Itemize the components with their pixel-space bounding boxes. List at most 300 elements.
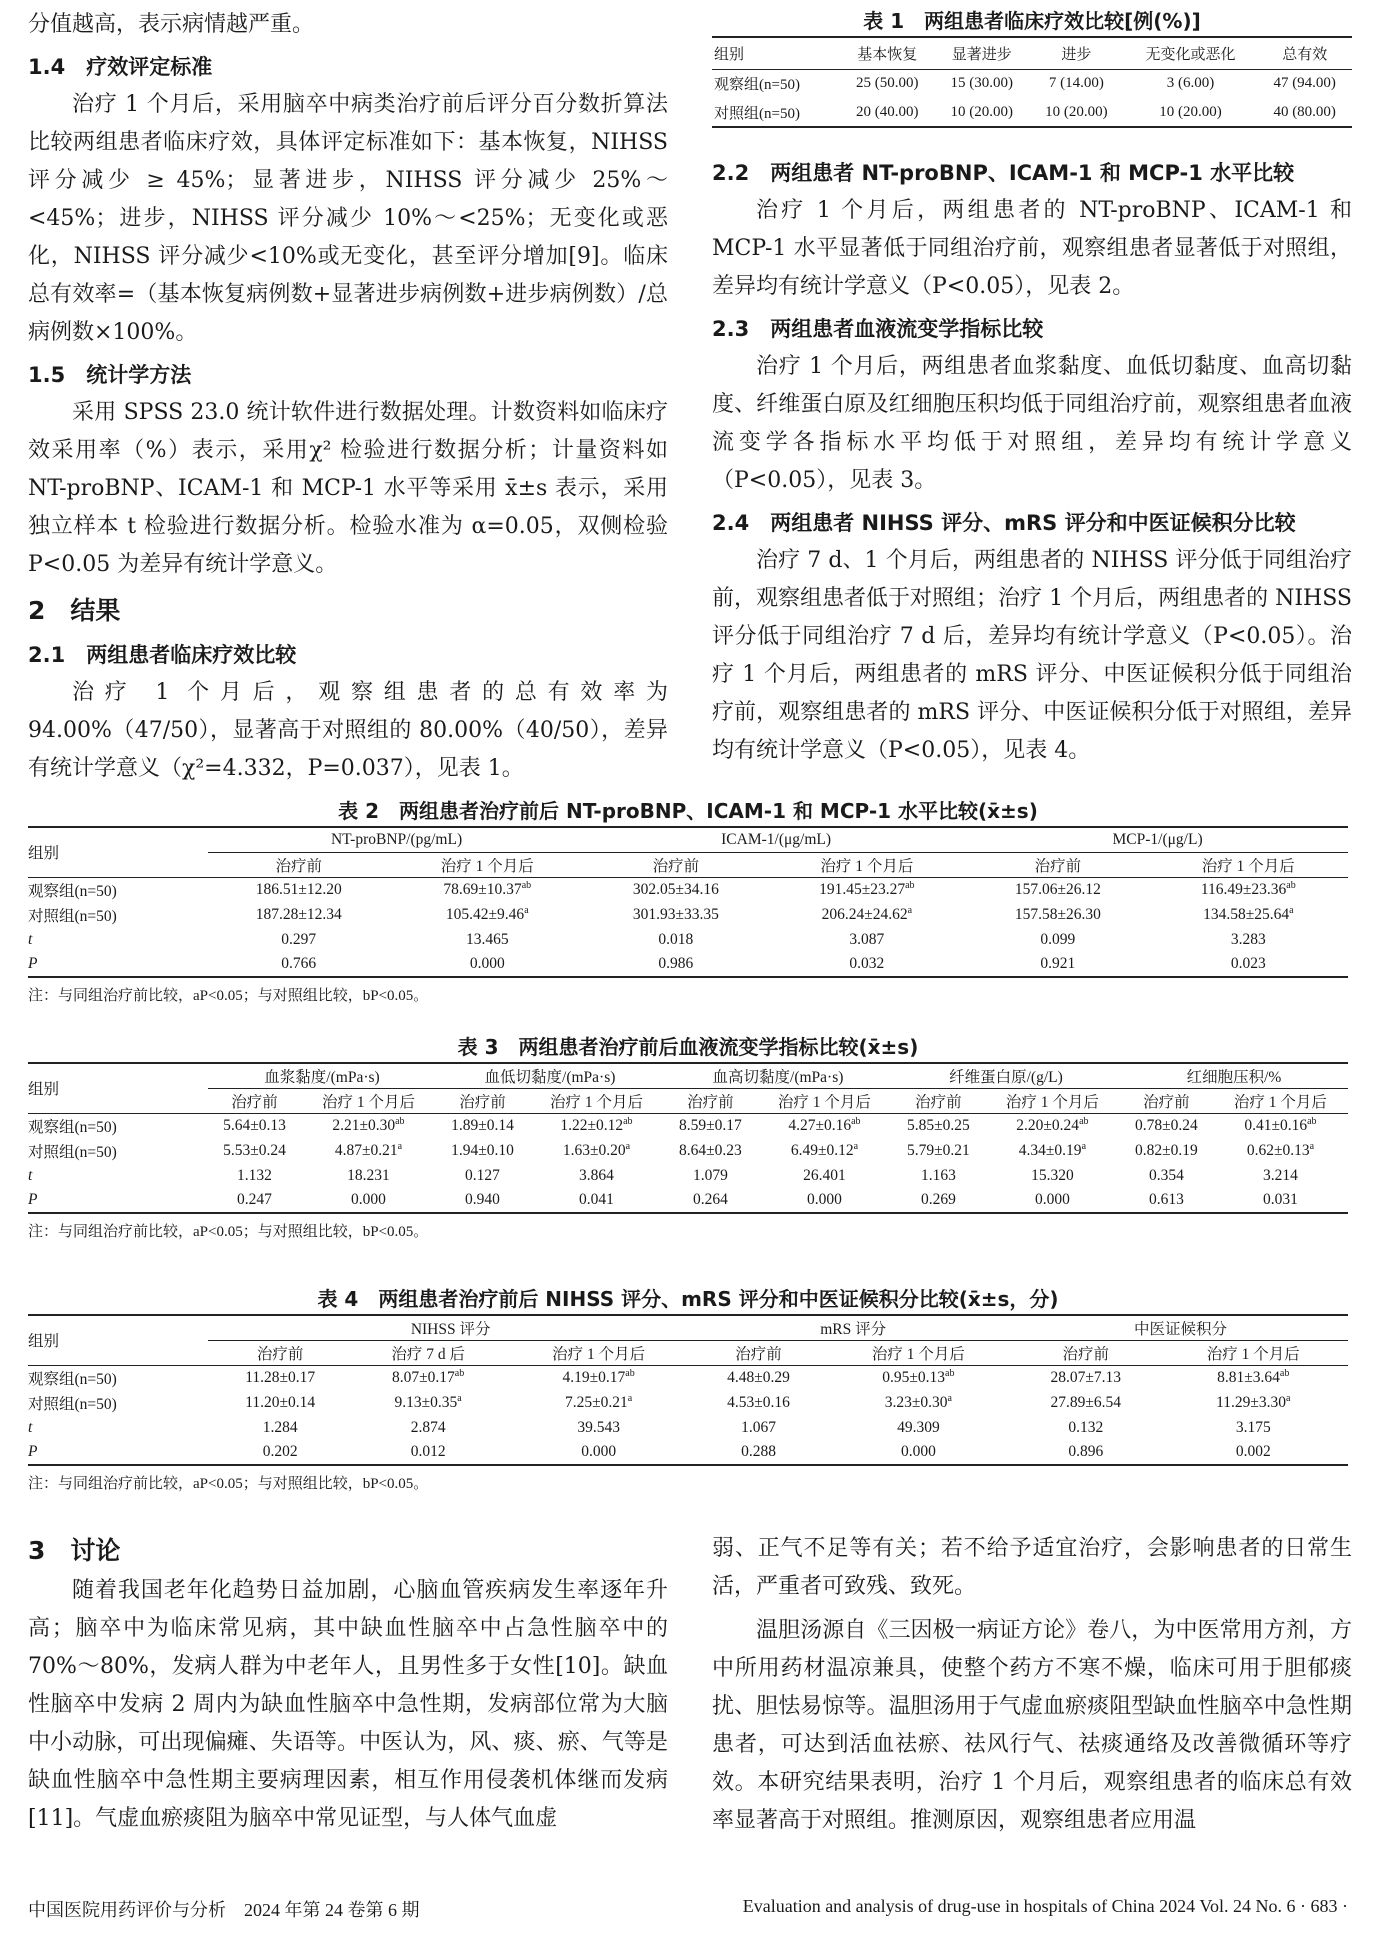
table-header-cell: 无变化或恶化 [1145,46,1236,63]
cell-value: 8.64±0.23 [679,1141,742,1159]
table-cell: 对照组(n=50) [714,105,800,122]
table-cell [436,1163,529,1188]
table-cell [1149,902,1348,927]
table-cell [208,1188,301,1213]
cell-value: 157.58±26.30 [1014,905,1101,923]
cell-value: 11.28±0.17 [245,1368,316,1386]
table-header-cell: 组别 [714,46,745,63]
discussion-paragraph: 随着我国老年化趋势日益加剧，心脑血管疾病发生率逐年升高；脑卒中为临床常见病，其中缺血性脑卒中占急性脑卒中的 70%～80%，发病人群为中老年人，且男性多于女性[10]。缺血性脑卒中发病 2 周内为缺血性脑卒中急性期，发病部位常为大脑中小动脉，可出现偏瘫、失语等。中医认为，风、痰、瘀、气等是缺血性脑卒中急性期主要病理因素，相互作用侵袭机体继而发病[11]。气虚血瘀痰阻为脑卒中常见证型，与人体气血虚 [28,1578,668,1831]
table-cell [985,1113,1120,1138]
row-label: t [28,930,33,948]
significance-mark: a [627,1392,633,1404]
table-row [28,927,1348,952]
cell-value: 4.27±0.16 [788,1117,852,1135]
right-column [712,6,1352,770]
cell-value: 13.465 [465,930,509,948]
table-cell [757,1113,892,1138]
table-cell [824,1415,1013,1440]
table-cell: 47 (94.00) [1273,75,1336,92]
table-group-header: 血低切黏度/(mPa·s) [436,1063,664,1088]
table-cell [985,1138,1120,1163]
table-cell [352,1415,504,1440]
table-cell [1213,1113,1348,1138]
table-row [28,877,1348,902]
table-subheader-cell: 治疗 7 d 后 [391,1345,465,1363]
table-cell [824,1440,1013,1465]
cell-value: 0.247 [237,1191,272,1208]
cell-value: 8.81±3.64 [1217,1369,1280,1387]
table-cell [585,952,766,977]
cell-value: 0.002 [1235,1443,1271,1460]
table-subheader-row [28,1340,1348,1365]
table-group-header: 纤维蛋白原/(g/L) [892,1063,1120,1088]
cell-value: 26.401 [803,1166,846,1184]
cell-value: 0.82±0.19 [1135,1141,1198,1159]
table-4-caption: 表 4 两组患者治疗前后 NIHSS 评分、mRS 评分和中医证候积分比较(x̄±s，分) [317,1287,1059,1311]
significance-mark: a [625,1140,631,1152]
table-group-header: MCP-1/(μg/L) [967,827,1348,852]
table-cell [1013,1415,1158,1440]
table-row [712,98,1352,127]
cell-value: 3.214 [1263,1166,1298,1184]
cell-value: 11.29±3.30 [1216,1394,1287,1412]
table-header-cell: 进步 [1061,46,1092,63]
table-header-row [28,1063,1348,1088]
cell-value: 186.51±12.20 [255,880,342,898]
significance-mark: a [1289,904,1294,916]
table-cell [208,1365,352,1390]
table-header-cell: 组别 [28,1315,208,1365]
table-2-note: 注：与同组治疗前比较，aP<0.05；与对照组比较，bP<0.05。 [28,988,429,1004]
discussion-paragraph-cont: 弱、正气不足等有关；若不给予适宜治疗，会影响患者的日常生活，严重者可致残、致死。 [712,1536,1352,1599]
table-row [28,1188,1348,1213]
table-row [28,902,1348,927]
table-cell: 3 (6.00) [1166,75,1215,92]
table-cell [389,952,585,977]
table-cell [1149,927,1348,952]
table-header-cell: 显著进步 [951,46,1012,63]
table-group-header: 中医证候积分 [1013,1315,1348,1340]
table-cell [301,1113,436,1138]
cell-value: 9.13±0.35 [394,1394,458,1412]
discussion-right [712,1530,1352,1840]
table-cell [892,1138,985,1163]
cell-value: 0.031 [1263,1191,1298,1208]
paragraph-2-3: 治疗 1 个月后，两组患者血浆黏度、血低切黏度、血高切黏度、纤维蛋白原及红细胞压积均低于同组治疗前，观察组患者血液流变学各指标水平均低于对照组，差异均有统计学意义（P<0.05），见表 3。 [712,354,1352,493]
table-header-cell: 总有效 [1282,46,1328,63]
table-cell [824,1365,1013,1390]
section-heading-2-4: 2.4 两组患者 NIHSS 评分、mRS 评分和中医证候积分比较 [712,511,1296,535]
paragraph-2-4: 治疗 7 d、1 个月后，两组患者的 NIHSS 评分低于同组治疗前，观察组患者低于对照组；治疗 1 个月后，两组患者的 NIHSS 评分低于同组治疗 7 d 后，差异均有统计学意义（P<0.05）。治疗 1 个月后，两组患者的 mRS 评分、中医证候积分低于同组治疗前，观察组患者的 mRS 评分、中医证候积分低于对照组，差异均有统计学意义（P<0.05），见表 4。 [712,548,1352,763]
table-cell [529,1188,664,1213]
cell-value: 0.896 [1068,1443,1104,1460]
row-label: t [28,1166,33,1184]
cell-value: 2.20±0.24 [1016,1117,1080,1135]
cell-value: 206.24±24.62 [821,906,908,924]
cell-value: 15.320 [1031,1166,1074,1184]
table-cell [436,1138,529,1163]
table-cell [1013,1390,1158,1415]
section-heading-1-4: 1.4 疗效评定标准 [28,55,213,79]
table-cell [504,1415,693,1440]
table-subheader-cell: 治疗前 [652,857,700,875]
cell-value: 0.78±0.24 [1135,1116,1198,1134]
table-subheader-cell: 治疗 1 个月后 [820,857,914,875]
paragraph-2-1: 治疗 1 个月后，观察组患者的总有效率为 94.00%（47/50），显著高于对照组的 80.00%（40/50），差异有统计学意义（χ²=4.332，P=0.037），见表 1。 [28,680,668,781]
section-heading-2-3: 2.3 两组患者血液流变学指标比较 [712,317,1044,341]
row-label: 观察组(n=50) [28,882,117,900]
cell-value: 0.023 [1230,955,1266,972]
cell-value: 4.19±0.17 [562,1369,626,1387]
row-label: 对照组(n=50) [28,1395,117,1413]
cell-value: 5.53±0.24 [223,1141,286,1159]
table-cell [967,877,1148,902]
cell-value: 157.06±26.12 [1014,880,1101,898]
table-cell [208,1415,352,1440]
table-cell [693,1365,823,1390]
table-subheader-cell: 治疗前 [1062,1345,1110,1363]
significance-mark: ab [521,880,532,892]
cell-value: 0.269 [920,1191,956,1208]
table-cell [585,927,766,952]
table-subheader-cell: 治疗 1 个月后 [1206,1345,1300,1363]
table-group-header: NT-proBNP/(pg/mL) [208,827,585,852]
cell-value: 1.22±0.12 [560,1117,624,1135]
cell-value: 0.297 [281,930,317,948]
cell-value: 0.000 [806,1191,842,1208]
cell-value: 18.231 [347,1166,390,1184]
significance-mark: ab [1279,1368,1290,1380]
discussion-left [28,1524,668,1838]
table-subheader-row [28,1088,1348,1113]
cell-value: 1.284 [262,1418,298,1436]
table-cell [504,1390,693,1415]
cell-value: 0.000 [581,1443,617,1460]
table-row [28,1415,1348,1440]
table-4 [28,1314,1348,1466]
cell-value: 8.07±0.17 [392,1369,455,1387]
cell-value: 49.309 [897,1418,940,1436]
cell-value: 0.000 [469,955,505,972]
row-label: 观察组(n=50) [28,1118,117,1136]
table-cell [892,1163,985,1188]
table-cell [529,1113,664,1138]
cell-value: 8.59±0.17 [679,1116,742,1134]
section-heading-2: 2 结果 [28,596,121,625]
cell-value: 3.23±0.30 [884,1394,948,1412]
table-cell [208,1138,301,1163]
cell-value: 0.41±0.16 [1244,1117,1308,1135]
cell-value: 2.874 [410,1418,446,1436]
cell-value: 1.163 [920,1166,956,1184]
cell-value: 0.986 [658,955,694,972]
cell-value: 0.921 [1040,955,1076,972]
table-subheader-cell: 治疗前 [1034,857,1082,875]
table-cell [892,1113,985,1138]
table-header-cell: 组别 [28,827,208,877]
cell-value: 187.28±12.34 [255,905,342,923]
table-4-note: 注：与同组治疗前比较，aP<0.05；与对照组比较，bP<0.05。 [28,1476,429,1492]
table-cell [436,1113,529,1138]
section-heading-1-5: 1.5 统计学方法 [28,363,192,387]
table-cell [1159,1365,1348,1390]
significance-mark: a [1286,1392,1291,1404]
table-cell: 10 (20.00) [1159,103,1222,120]
table-row [28,1138,1348,1163]
table-row [28,1440,1348,1465]
table-cell [892,1188,985,1213]
cell-value: 5.79±0.21 [907,1141,970,1159]
significance-mark: a [1081,1140,1087,1152]
table-header-cell: 基本恢复 [857,46,918,63]
row-label: t [28,1418,33,1436]
journal-name-en: Evaluation and analysis of drug-use in hospitals of China 2024 Vol. 24 No. 6 · 683 · [742,1896,1348,1916]
cell-value: 7.25±0.21 [565,1394,628,1412]
cell-value: 1.94±0.10 [451,1141,514,1159]
significance-mark: a [1309,1140,1315,1152]
cell-value: 1.63±0.20 [562,1142,626,1160]
significance-mark: ab [454,1368,465,1380]
table-cell: 10 (20.00) [950,103,1014,120]
cell-value: 0.000 [900,1443,936,1460]
table-cell [693,1440,823,1465]
cell-value: 0.613 [1148,1191,1184,1208]
table-cell [1120,1188,1213,1213]
table-cell [504,1365,693,1390]
table-header-cell: 组别 [28,1063,208,1113]
table-subheader-cell: 治疗 1 个月后 [1233,1093,1327,1111]
significance-mark: a [397,1140,403,1152]
cell-value: 301.93±33.35 [632,905,719,923]
table-cell [1213,1163,1348,1188]
table-subheader-cell: 治疗 1 个月后 [321,1093,415,1111]
table-cell [767,902,968,927]
cell-value: 0.000 [1034,1191,1070,1208]
table-subheader-cell: 治疗前 [915,1093,962,1111]
cell-value: 0.264 [693,1191,728,1208]
table-cell [664,1138,757,1163]
table-cell [352,1440,504,1465]
cell-value: 1.067 [741,1418,776,1436]
cell-value: 0.127 [465,1166,500,1184]
table-cell [1149,877,1348,902]
table-group-header: 红细胞压积/% [1120,1063,1348,1088]
table-subheader-cell: 治疗 1 个月后 [549,1093,643,1111]
table-header-row [28,1315,1348,1340]
cell-value: 116.49±23.36 [1200,881,1287,899]
row-label: 对照组(n=50) [28,1143,117,1161]
cell-value: 4.48±0.29 [727,1368,790,1386]
cell-value: 0.000 [351,1191,386,1208]
table-cell [301,1138,436,1163]
significance-mark: a [907,904,913,916]
table-cell [208,877,389,902]
section-heading-2-2: 2.2 两组患者 NT-proBNP、ICAM-1 和 MCP-1 水平比较 [712,161,1295,185]
table-cell [1149,952,1348,977]
table-cell [757,1188,892,1213]
table-cell [693,1390,823,1415]
row-label: P [28,955,38,972]
row-label: P [28,1191,38,1208]
table-subheader-cell: 治疗 1 个月后 [552,1345,646,1363]
table-row [28,1163,1348,1188]
table-cell [1159,1390,1348,1415]
table-cell [664,1163,757,1188]
discussion-paragraph-2: 温胆汤源自《三因极一病证方论》卷八，为中医常用方剂，方中所用药材温凉兼具，使整个药方不寒不燥，临床可用于胆郁痰扰、胆怯易惊等。温胆汤用于气虚血瘀痰阻型缺血性脑卒中急性期患者，可达到活血祛瘀、祛风行气、祛痰通络及改善微循环等疗效。本研究结果表明，治疗 1 个月后，观察组患者的临床总有效率显著高于对照组。推测原因，观察组患者应用温 [712,1618,1352,1833]
significance-mark: ab [1307,1116,1317,1128]
table-cell [1120,1163,1213,1188]
cell-value: 0.012 [410,1443,446,1460]
table-cell [529,1163,664,1188]
cell-value: 5.85±0.25 [907,1116,970,1134]
table-cell [1159,1415,1348,1440]
table-header-row [712,37,1352,69]
journal-name-cn: 中国医院用药评价与分析 2024 年第 24 卷第 6 期 [28,1900,420,1920]
significance-mark: ab [625,1368,635,1380]
table-cell [967,952,1148,977]
table-subheader-cell: 治疗 1 个月后 [777,1093,871,1111]
table-1 [712,36,1352,128]
significance-mark: ab [851,1116,861,1128]
table-cell [352,1390,504,1415]
section-heading-2-1: 2.1 两组患者临床疗效比较 [28,643,297,667]
cell-value: 302.05±34.16 [632,880,719,898]
table-cell: 15 (30.00) [950,75,1014,92]
table-cell: 7 (14.00) [1048,75,1104,92]
table-cell [824,1390,1013,1415]
significance-mark: a [947,1392,952,1404]
table-group-header: NIHSS 评分 [208,1315,693,1340]
table-cell: 20 (40.00) [855,103,919,120]
cell-value: 4.53±0.16 [727,1393,790,1411]
table-cell [664,1113,757,1138]
table-cell [504,1440,693,1465]
paragraph: 分值越高，表示病情越严重。 [28,12,315,37]
table-cell [985,1188,1120,1213]
table-cell [967,902,1148,927]
table-cell [1013,1440,1158,1465]
table-4-block [28,1284,1348,1493]
table-cell [436,1188,529,1213]
cell-value: 3.087 [849,930,885,948]
cell-value: 3.283 [1230,930,1266,948]
table-cell [301,1188,436,1213]
cell-value: 1.079 [693,1166,728,1184]
cell-value: 6.49±0.12 [790,1142,854,1160]
table-subheader-cell: 治疗前 [1143,1093,1190,1111]
table-subheader-cell: 治疗前 [687,1093,734,1111]
table-2 [28,826,1348,978]
cell-value: 0.018 [658,930,694,948]
cell-value: 0.099 [1040,930,1076,948]
table-row [712,69,1352,98]
table-cell [1120,1113,1213,1138]
table-row [28,1113,1348,1138]
table-cell [208,1440,352,1465]
cell-value: 1.132 [237,1166,272,1184]
table-3-note: 注：与同组治疗前比较，aP<0.05；与对照组比较，bP<0.05。 [28,1224,429,1240]
cell-value: 0.032 [849,955,885,972]
table-cell [1013,1365,1158,1390]
table-cell: 10 (20.00) [1045,103,1108,120]
table-cell [757,1163,892,1188]
table-1-caption: 表 1 两组患者临床疗效比较[例(%)] [863,9,1201,33]
cell-value: 11.20±0.14 [245,1393,316,1411]
table-cell [208,1163,301,1188]
significance-mark: a [853,1140,859,1152]
table-cell [352,1365,504,1390]
cell-value: 78.69±10.37 [443,881,522,899]
cell-value: 0.766 [281,955,317,972]
cell-value: 0.288 [741,1443,776,1460]
table-cell [208,927,389,952]
cell-value: 0.132 [1068,1418,1104,1436]
table-cell [693,1415,823,1440]
significance-mark: ab [623,1116,633,1128]
section-heading-3: 3 讨论 [28,1536,121,1565]
table-cell [208,902,389,927]
table-2-caption: 表 2 两组患者治疗前后 NT-proBNP、ICAM-1 和 MCP-1 水平比较(x̄±s) [338,799,1038,823]
table-cell [1213,1138,1348,1163]
table-cell [767,877,968,902]
table-cell: 40 (80.00) [1273,103,1336,120]
cell-value: 2.21±0.30 [332,1117,396,1135]
table-group-header: 血高切黏度/(mPa·s) [664,1063,892,1088]
table-subheader-cell: 治疗前 [275,857,322,875]
cell-value: 0.62±0.13 [1246,1142,1310,1160]
table-cell [1120,1138,1213,1163]
significance-mark: ab [1286,880,1296,892]
table-subheader-cell: 治疗前 [256,1345,304,1363]
table-cell [967,927,1148,952]
table-cell [208,1390,352,1415]
cell-value: 134.58±25.64 [1203,906,1290,924]
table-cell [529,1138,664,1163]
table-group-header: 血浆黏度/(mPa·s) [208,1063,436,1088]
table-cell [767,952,968,977]
table-group-header: ICAM-1/(μg/mL) [585,827,967,852]
cell-value: 0.354 [1148,1166,1184,1184]
table-row [28,1390,1348,1415]
row-label: 对照组(n=50) [28,907,117,925]
row-label: 观察组(n=50) [28,1370,117,1388]
table-cell [208,1113,301,1138]
table-subheader-row [28,852,1348,877]
cell-value: 0.202 [262,1443,298,1460]
table-2-block [28,796,1348,1005]
table-cell [389,877,585,902]
paragraph-1-4: 治疗 1 个月后，采用脑卒中病类治疗前后评分百分数折算法比较两组患者临床疗效，具体评定标准如下：基本恢复，NIHSS 评分减少 ≥ 45%；显著进步，NIHSS 评分减少 25%～<45%；进步，NIHSS 评分减少 10%～<25%；无变化或恶化，NIHSS 评分减少<10%或无变化，甚至评分增加[9]。临床总有效率=（基本恢复病例数+显著进步病例数+进步病例数）/总病例数×100%。 [28,92,668,345]
cell-value: 3.864 [579,1166,614,1184]
cell-value: 1.89±0.14 [451,1116,514,1134]
cell-value: 191.45±23.27 [819,881,906,899]
table-subheader-cell: 治疗前 [459,1093,506,1111]
cell-value: 27.89±6.54 [1050,1393,1122,1411]
cell-value: 0.95±0.13 [882,1369,946,1387]
table-subheader-cell: 治疗 1 个月后 [871,1345,965,1363]
table-cell [208,952,389,977]
cell-value: 0.940 [465,1191,500,1208]
table-cell [1159,1440,1348,1465]
table-3-block [28,1032,1348,1241]
cell-value: 0.041 [579,1191,614,1208]
table-cell [664,1188,757,1213]
table-cell: 25 (50.00) [855,75,919,92]
significance-mark: a [524,904,529,916]
row-label: P [28,1443,38,1460]
table-cell [985,1163,1120,1188]
table-header-row [28,827,1348,852]
